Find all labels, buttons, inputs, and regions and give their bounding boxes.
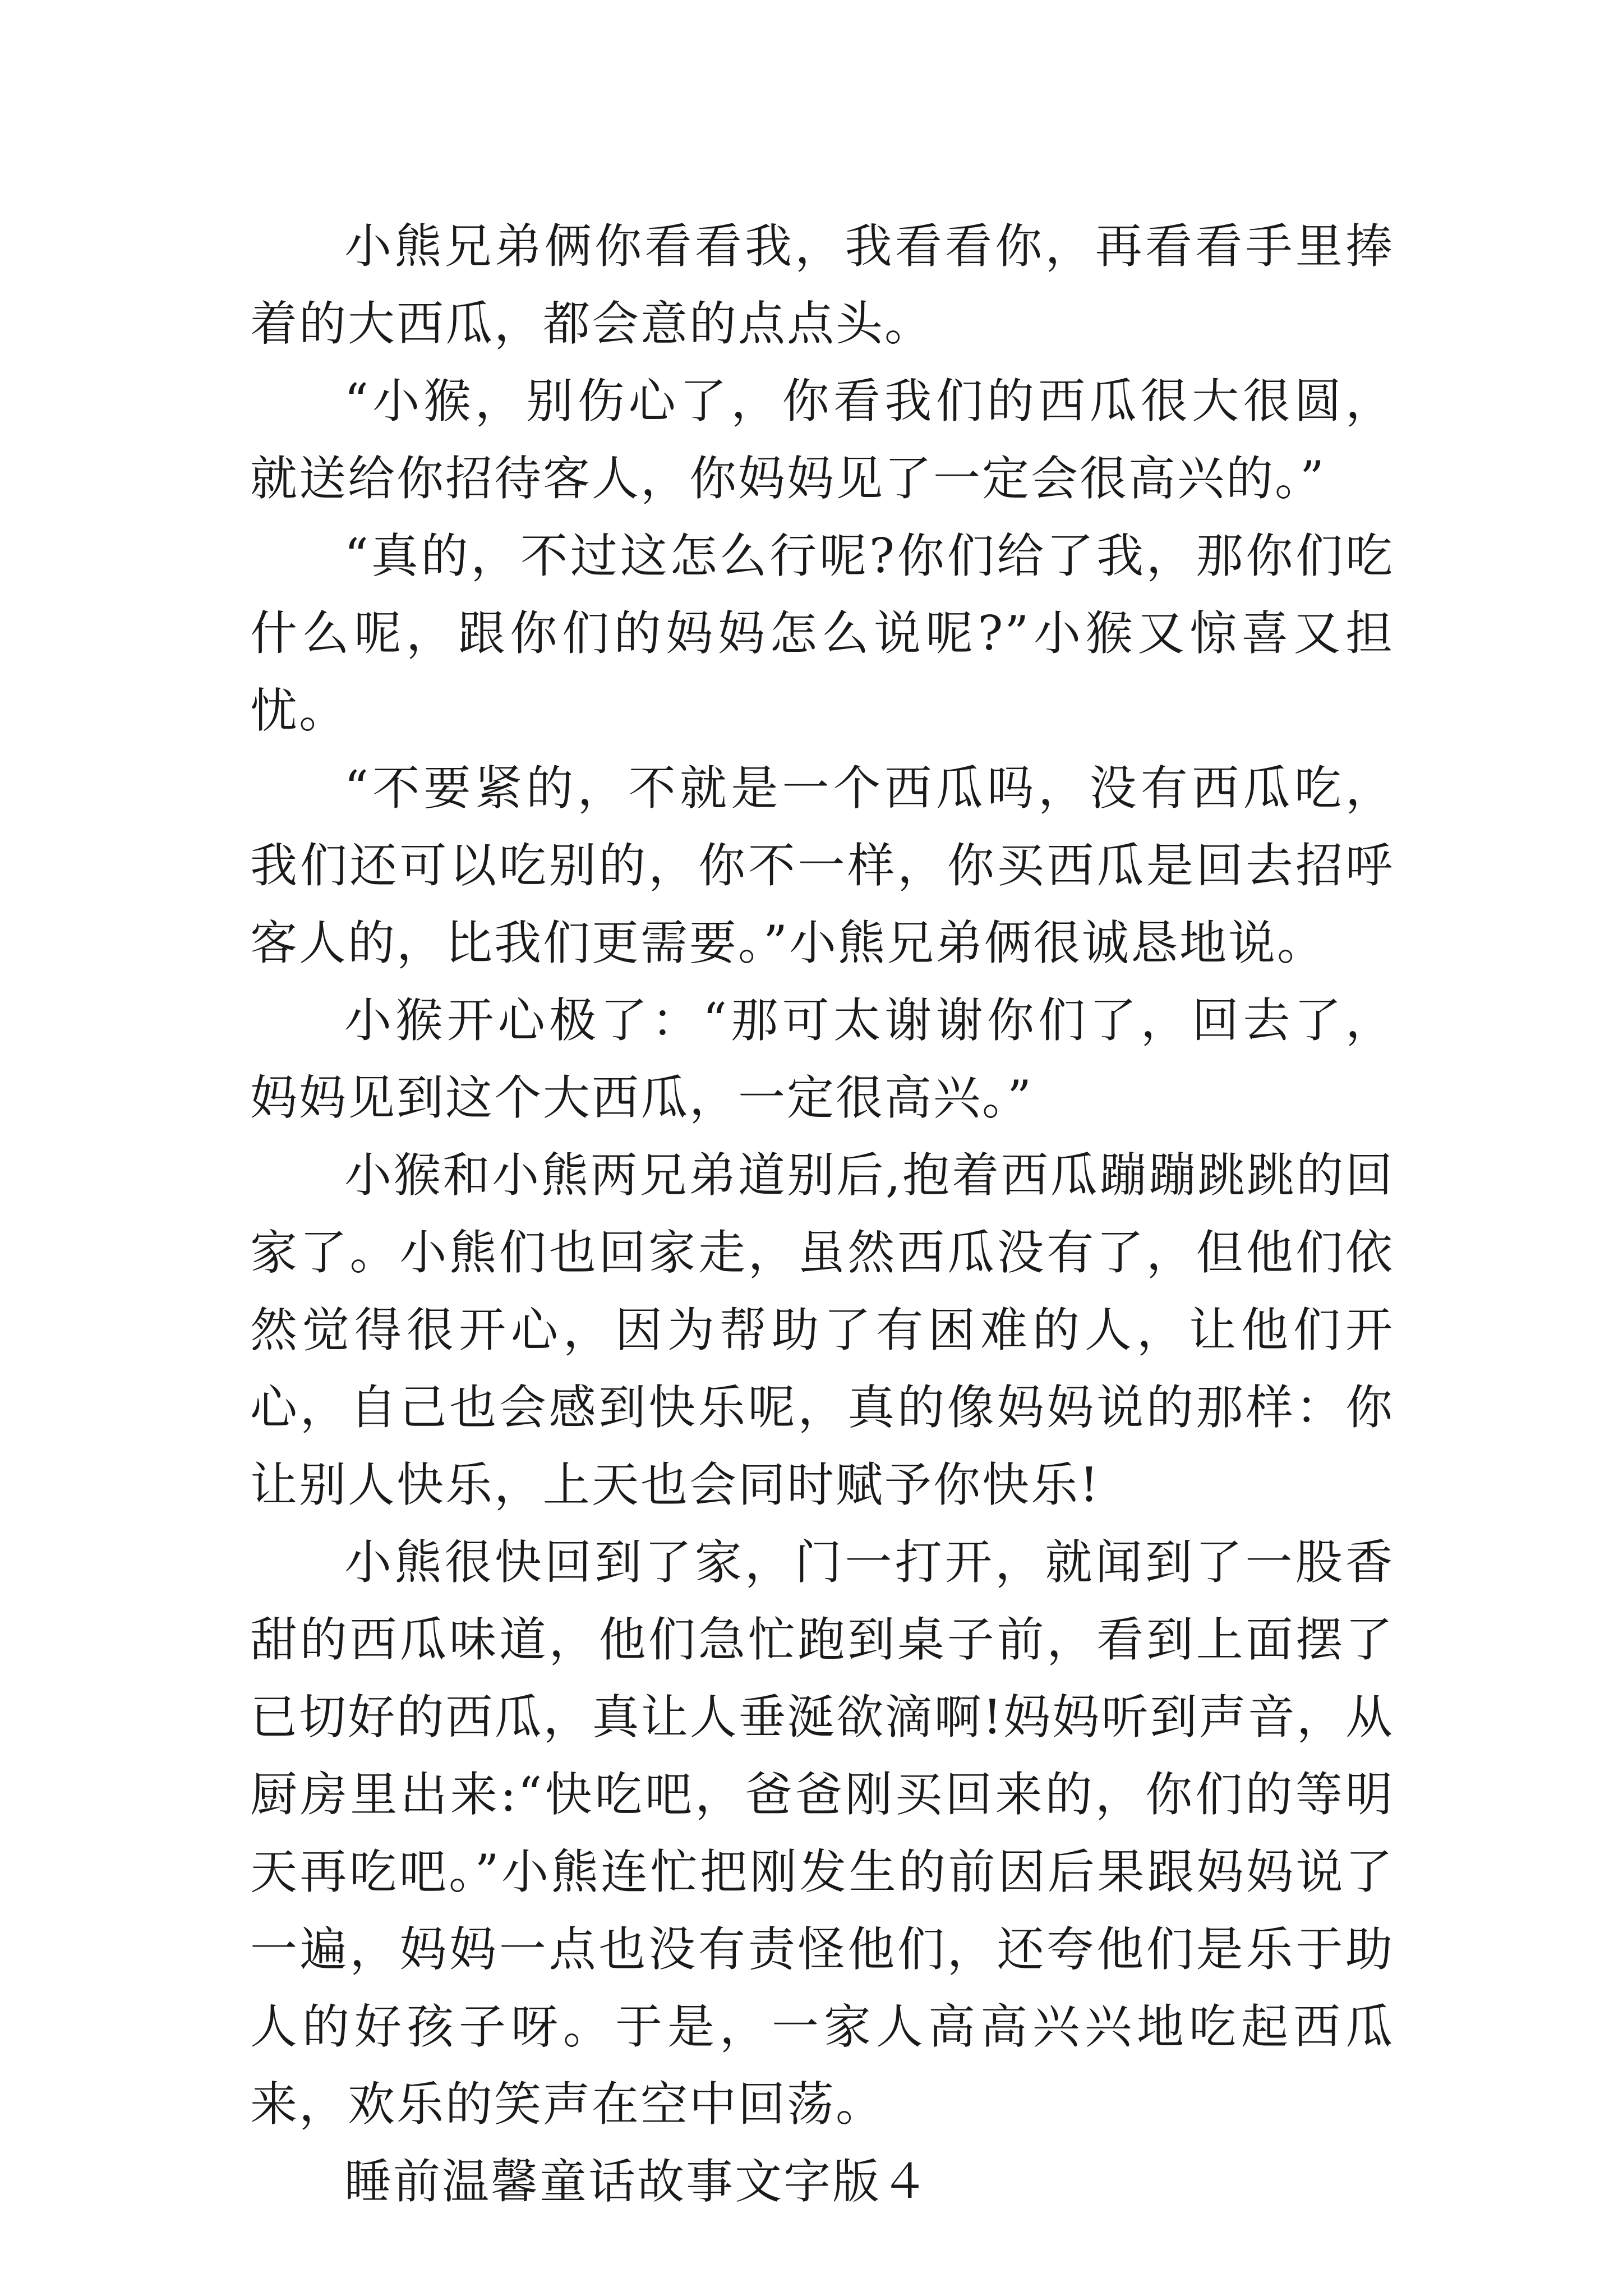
story-paragraph: “小猴，别伤心了，你看我们的西瓜很大很圆，就送给你招待客人，你妈妈见了一定会很高兴的。”: [250, 374, 1394, 506]
story-paragraph: 小熊兄弟俩你看看我，我看看你，再看看手里捧着的大西瓜，都会意的点点头。: [250, 219, 1394, 351]
story-paragraph: “真的，不过这怎么行呢?你们给了我，那你们吃什么呢，跟你们的妈妈怎么说呢?”小猴又惊喜又担忧。: [250, 528, 1394, 738]
story-paragraph: “不要紧的，不就是一个西瓜吗，没有西瓜吃，我们还可以吃别的，你不一样，你买西瓜是回去招呼客人的，比我们更需要。”小熊兄弟俩很诚恳地说。: [250, 761, 1394, 970]
story-paragraph: 小熊很快回到了家，门一打开，就闻到了一股香甜的西瓜味道，他们急忙跑到桌子前，看到上面摆了已切好的西瓜，真让人垂涎欲滴啊!妈妈听到声音，从厨房里出来:“快吃吧，爸爸刚买回来的，你们的等明天再吃吧。”小熊连忙把刚发生的前因后果跟妈妈说了一遍，妈妈一点也没有责怪他们，还夸他们是乐于助人的好孩子呀。于是，一家人高高兴兴地吃起西瓜来，欢乐的笑声在空中回荡。: [250, 1535, 1394, 2132]
story-paragraph: 小猴开心极了：“那可太谢谢你们了，回去了，妈妈见到这个大西瓜，一定很高兴。”: [250, 993, 1394, 1125]
story-paragraph: 小猴和小熊两兄弟道别后,抱着西瓜蹦蹦跳跳的回家了。小熊们也回家走，虽然西瓜没有了，但他们依然觉得很开心，因为帮助了有困难的人，让他们开心，自己也会感到快乐呢，真的像妈妈说的那样：你让别人快乐，上天也会同时赋予你快乐!: [250, 1148, 1394, 1512]
story-text: [250, 208, 1394, 2220]
section-heading: 睡前温馨童话故事文字版４: [344, 2154, 930, 2209]
